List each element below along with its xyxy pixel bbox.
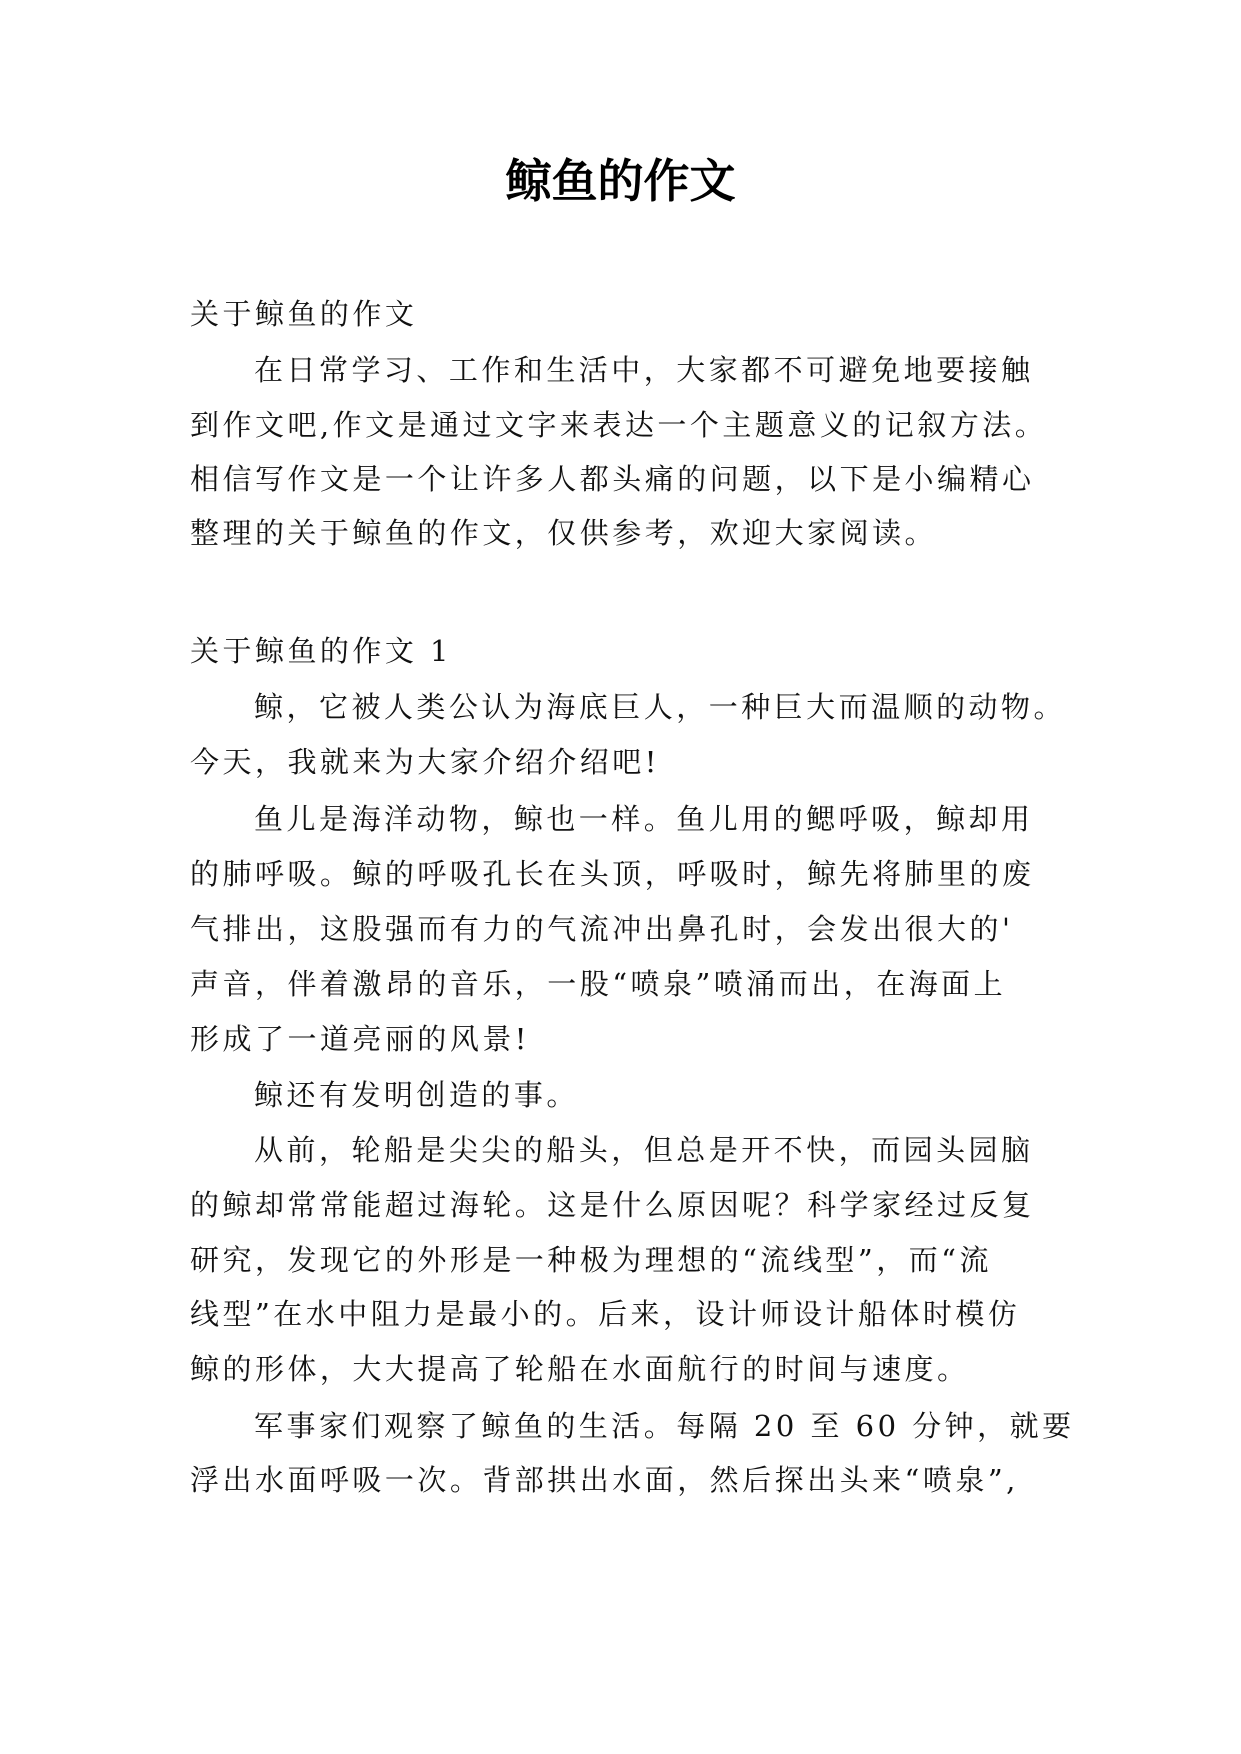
essay-line-11: 研究，发现它的外形是一种极为理想的“流线型”，而“流 xyxy=(190,1243,992,1277)
essay-line-14: 军事家们观察了鲸鱼的生活。每隔 20 至 60 分钟，就要 xyxy=(254,1409,1075,1443)
section-heading-1: 关于鲸鱼的作文 1 xyxy=(190,634,452,668)
essay-line-6: 声音，伴着激昂的音乐，一股“喷泉”喷涌而出，在海面上 xyxy=(190,967,1007,1001)
intro-line-2: 到作文吧,作文是通过文字来表达一个主题意义的记叙方法。 xyxy=(190,408,1048,442)
essay-line-1: 鲸，它被人类公认为海底巨人，一种巨大而温顺的动物。 xyxy=(254,690,1067,724)
essay-line-9: 从前，轮船是尖尖的船头，但总是开不快，而园头园脑 xyxy=(254,1133,1034,1167)
essay-line-10: 的鲸却常常能超过海轮。这是什么原因呢？科学家经过反复 xyxy=(190,1188,1035,1222)
intro-line-1: 在日常学习、工作和生活中，大家都不可避免地要接触 xyxy=(254,353,1034,387)
essay-line-7: 形成了一道亮丽的风景! xyxy=(190,1022,530,1056)
essay-line-12: 线型”在水中阻力是最小的。后来，设计师设计船体时模仿 xyxy=(190,1297,1021,1331)
intro-line-4: 整理的关于鲸鱼的作文，仅供参考，欢迎大家阅读。 xyxy=(190,516,938,550)
document-title: 鲸鱼的作文 xyxy=(505,154,736,208)
intro-line-3: 相信写作文是一个让许多人都头痛的问题，以下是小编精心 xyxy=(190,462,1035,496)
essay-line-5: 气排出，这股强而有力的气流冲出鼻孔时，会发出很大的' xyxy=(190,912,1014,946)
essay-line-4: 的肺呼吸。鲸的呼吸孔长在头顶，呼吸时，鲸先将肺里的废 xyxy=(190,857,1035,891)
essay-line-13: 鲸的形体，大大提高了轮船在水面航行的时间与速度。 xyxy=(190,1352,970,1386)
essay-line-2: 今天，我就来为大家介绍介绍吧! xyxy=(190,745,660,779)
section-heading-intro: 关于鲸鱼的作文 xyxy=(190,297,418,331)
essay-line-8: 鲸还有发明创造的事。 xyxy=(254,1078,579,1112)
essay-line-3: 鱼儿是海洋动物，鲸也一样。鱼儿用的鳃呼吸，鲸却用 xyxy=(254,802,1034,836)
essay-line-15: 浮出水面呼吸一次。背部拱出水面，然后探出头来“喷泉”, xyxy=(190,1463,1019,1497)
